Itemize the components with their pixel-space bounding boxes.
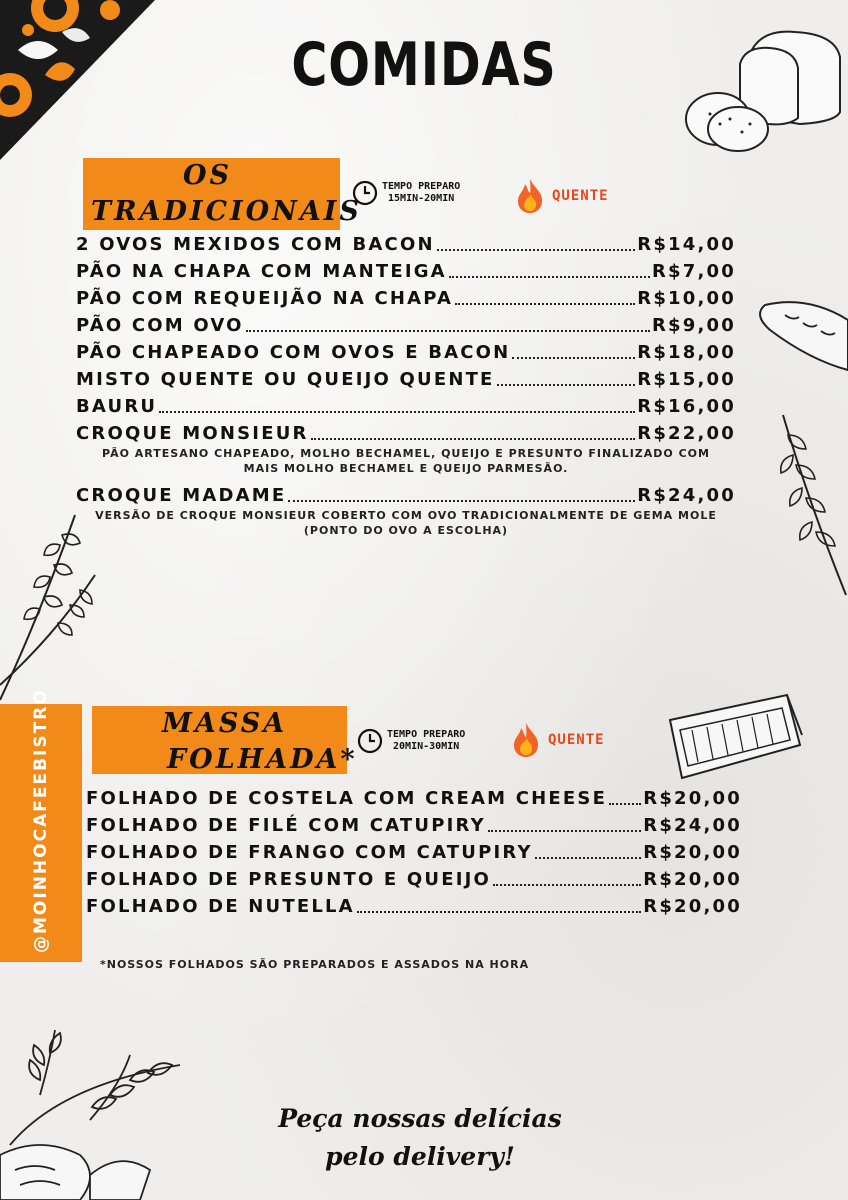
item-price: R$16,00 bbox=[637, 396, 736, 417]
clock-icon bbox=[357, 728, 383, 754]
pastry-illustration bbox=[662, 690, 807, 785]
hot-badge bbox=[512, 722, 605, 758]
social-handle: @MOINHOCAFEEBISTRO bbox=[31, 688, 51, 953]
leader-dots bbox=[288, 500, 635, 502]
prep-value: 15MIN-20MIN bbox=[388, 193, 455, 204]
wheat-illustration bbox=[0, 505, 100, 705]
social-handle-tab bbox=[0, 688, 82, 962]
item-name: FOLHADO DE NUTELLA bbox=[86, 896, 355, 917]
menu-item bbox=[86, 812, 742, 839]
wheat-illustration bbox=[778, 410, 848, 600]
menu-item bbox=[86, 839, 742, 866]
prep-label: TEMPO PREPARO bbox=[382, 181, 461, 192]
footnote: *NOSSOS FOLHADOS SÃO PREPARADOS E ASSADOS NA HORA bbox=[100, 958, 530, 971]
item-price: R$20,00 bbox=[643, 788, 742, 809]
item-name: PÃO CHAPEADO COM OVOS E BACON bbox=[76, 342, 511, 363]
section-label-tradicionais bbox=[83, 158, 362, 230]
item-name: PÃO NA CHAPA COM MANTEIGA bbox=[76, 261, 447, 282]
menu-item bbox=[76, 258, 736, 285]
menu-item bbox=[76, 339, 736, 366]
menu-item bbox=[76, 393, 736, 420]
leader-dots bbox=[488, 830, 641, 832]
bread-loaf-illustration bbox=[680, 24, 845, 154]
menu-item bbox=[76, 231, 736, 258]
item-price: R$14,00 bbox=[637, 234, 736, 255]
item-description: VERSÃO DE CROQUE MONSIEUR COBERTO COM OVO TRADICIONALMENTE DE GEMA MOLE (PONTO DO OVO A ESCOLHA) bbox=[95, 509, 717, 537]
hot-badge bbox=[516, 178, 609, 214]
item-price: R$7,00 bbox=[652, 261, 736, 282]
menu-list-tradicionais bbox=[76, 231, 736, 544]
item-price: R$20,00 bbox=[643, 842, 742, 863]
clock-icon bbox=[352, 180, 378, 206]
item-name: PÃO COM REQUEIJÃO NA CHAPA bbox=[76, 288, 454, 309]
section-label-line2: TRADICIONAIS bbox=[91, 196, 362, 227]
page-title: COMIDAS bbox=[291, 30, 557, 100]
section-label-line1: MASSA bbox=[162, 708, 288, 739]
menu-item bbox=[76, 420, 736, 447]
item-price: R$24,00 bbox=[643, 815, 742, 836]
leader-dots bbox=[311, 438, 636, 440]
item-price: R$20,00 bbox=[643, 896, 742, 917]
item-price: R$10,00 bbox=[637, 288, 736, 309]
item-description: PÃO ARTESANO CHAPEADO, MOLHO BECHAMEL, QUEIJO E PRESUNTO FINALIZADO COM MAIS MOLHO BECHAMEL E QUEIJO PARMESÃO. bbox=[102, 447, 710, 475]
item-name: FOLHADO DE PRESUNTO E QUEIJO bbox=[86, 869, 491, 890]
item-name: CROQUE MADAME bbox=[76, 485, 287, 506]
item-name: BAURU bbox=[76, 396, 158, 417]
leader-dots bbox=[512, 357, 635, 359]
item-name: FOLHADO DE FILÉ COM CATUPIRY bbox=[86, 815, 486, 836]
item-name: CROQUE MONSIEUR bbox=[76, 423, 309, 444]
item-price: R$24,00 bbox=[637, 485, 736, 506]
menu-item bbox=[76, 312, 736, 339]
menu-item bbox=[76, 366, 736, 393]
item-price: R$18,00 bbox=[637, 342, 736, 363]
prep-value: 20MIN-30MIN bbox=[393, 741, 460, 752]
menu-item bbox=[76, 482, 736, 509]
item-name: PÃO COM OVO bbox=[76, 315, 244, 336]
section-label-line2: FOLHADA* bbox=[167, 744, 358, 775]
item-name: FOLHADO DE FRANGO COM CATUPIRY bbox=[86, 842, 533, 863]
leader-dots bbox=[493, 884, 641, 886]
item-price: R$15,00 bbox=[637, 369, 736, 390]
baguette-illustration bbox=[755, 295, 848, 375]
menu-item bbox=[86, 785, 742, 812]
item-name: FOLHADO DE COSTELA COM CREAM CHEESE bbox=[86, 788, 608, 809]
leader-dots bbox=[159, 411, 635, 413]
prep-label: TEMPO PREPARO bbox=[387, 729, 466, 740]
item-name: 2 OVOS MEXIDOS COM BACON bbox=[76, 234, 435, 255]
item-name: MISTO QUENTE OU QUEIJO QUENTE bbox=[76, 369, 495, 390]
menu-list-massa-folhada bbox=[86, 785, 742, 920]
section-label-massa-folhada bbox=[92, 706, 358, 775]
item-price: R$20,00 bbox=[643, 869, 742, 890]
menu-item bbox=[86, 866, 742, 893]
delivery-line1: Peça nossas delícias bbox=[278, 1104, 562, 1133]
flame-icon bbox=[516, 178, 544, 214]
leader-dots bbox=[535, 857, 642, 859]
section-label-line1: OS bbox=[183, 160, 233, 191]
leader-dots bbox=[609, 803, 641, 805]
item-price: R$9,00 bbox=[652, 315, 736, 336]
leader-dots bbox=[449, 276, 650, 278]
leader-dots bbox=[246, 330, 650, 332]
prep-time bbox=[352, 180, 460, 206]
delivery-line2: pelo delivery! bbox=[325, 1142, 515, 1171]
delivery-callout bbox=[250, 1100, 590, 1176]
menu-item bbox=[86, 893, 742, 920]
prep-time bbox=[357, 728, 465, 754]
leader-dots bbox=[455, 303, 635, 305]
leader-dots bbox=[437, 249, 636, 251]
leader-dots bbox=[497, 384, 636, 386]
hot-label: QUENTE bbox=[552, 188, 609, 204]
item-price: R$22,00 bbox=[637, 423, 736, 444]
flame-icon bbox=[512, 722, 540, 758]
leader-dots bbox=[357, 911, 641, 913]
hot-label: QUENTE bbox=[548, 732, 605, 748]
wheat-illustration bbox=[0, 1025, 200, 1200]
menu-item bbox=[76, 285, 736, 312]
